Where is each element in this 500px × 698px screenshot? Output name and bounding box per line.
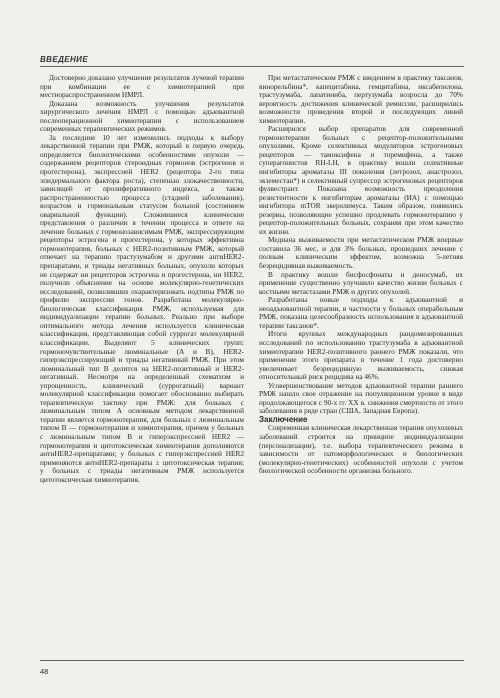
paragraph: При метастатическом РМЖ с введением в практику таксанов, винорельбина*, капецитабина, гемцитабина, иксабепилона, трастузумаба, лапатиниба, пертузумаба возросла до 70% вероятность достижения клинической ремиссии, расширились возможности проведения второй и последующих линий химиотерапии. <box>259 73 463 125</box>
paragraph: Медиана выживаемости при метастатическом РМЖ впервые составила 36 мес, и для 3% больных, прошедших лечение с полным клиническим эффектом, возможна 5-летняя безрецидивная выживаемость. <box>259 235 463 271</box>
paragraph: Достоверно доказано улучшение результатов лучевой терапии при комбинации ее с химиотерапией при местнораспространенном НМРЛ. <box>40 73 244 100</box>
page-number: 48 <box>40 667 49 676</box>
paragraph: Итоги крупных международных рандомизированных исследований по использованию трастузумаба в адъювантной химиотерапии HER2-позитивного раннего РМЖ показали, что применение этого препарата в течение 1 года достоверно увеличивает безрецидивную выживаемость, снижая относительный риск рецидива на 46%. <box>259 329 463 382</box>
paragraph: Расширился выбор препаратов для современной гормонотерапии больных с рецептор-положительными опухолями. Кроме селективных модуляторов эстрогеновых рецепторов — тамоксифена и торемифена, а также суперагонистов RH-LH, в практику вошли селективные ингибиторы ароматазы III поколения (летрозол, анастрозол, экземестан*) и селективный супрессор эстрогеновых рецепторов фулвестрант. Показана возможность преодоления резистентности к ингибиторам ароматазы (ИА) с помощью ингибитора mTOR эверолимуса. Таким образом, появились резервы, позволяющие успешно продлевать гормонотерапию у рецептор-положительных больных, сохраняя при этом качество их жизни. <box>259 124 463 236</box>
running-header: ВВЕДЕНИЕ <box>40 55 89 64</box>
paragraph: За последние 10 лет изменились подходы к выбору лекарственной терапии при РМЖ, который в первую очередь определяется биологическими особенностями опухоли — содержанием рецепторов стероидных гормонов (эстрогенов и прогестерона), экспрессией HER2 (рецептора 2-го типа эпидермального фактора роста), степенью злокачественности, зависящей от пролиферативного индекса, а также распространенностью процесса (стадией заболевания), возрастом и гормональным статусом больной (состоянием овариальной функции). Сложившиеся клинические представления о различии в течении процесса и ответе на лечение больных с гормонозависимым РМЖ, экспрессирующим рецепторы эстрогена и прогестерона, у которых эффективна гормонотерапия, больных с HER2-позитивным РМЖ, который отвечает на терапию трастузумабом и другими антиHER2-препаратами, и триады негативных больных, опухоли которых не содержат ни рецепторов эстрогена и прогестерона, ни HER2, получили объяснение на основе молекулярно-генетических исследований, позволивших охарактеризовать подтипы РМЖ по профилю экспрессии генов. Разработана молекулярно-биологическая классификация РМЖ, используемая для индивидуализации терапии больных. Реально при выборе оптимального метода лечения используется клиническая классификация, представляющая собой суррогат молекулярной классификации. Выделяют 5 клинических групп: гормоночувствительные люминальные (А и В), HER2-гиперэкспрессирующий и триады негативный РМЖ. При этом люминальный тип В делится на HER2-позитивный и HER2-негативный. Несмотря на определенный схематизм и упрощенность, клинический (суррогатный) вариант молекулярной классификации помогает обоснованно выбирать терапевтическую тактику при РМЖ: для больных с люминальным типом А основным методом лекарственной терапии является гормонотерапия, для больных с люминальным типом В — гормонотерапия и химиотерапия, причем у больных с люминальным типом В и гиперэкспрессией HER2 — гормонотерапия и цитотоксическая химиотерапия дополняются антиHER2-препаратами; у больных с гиперэкспрессией HER2 применяются антиHER2-препараты ± цитотоксическая терапия; у больных с триады негативным РМЖ используется цитотоксическая химиотерапия. <box>40 132 244 484</box>
paragraph: Доказана возможность улучшения результатов хирургического лечения НМРЛ с помощью адъювантной послеоперационной химиотерапии с использованием современных терапевтических режимов. <box>40 98 244 134</box>
paragraph: В практику вошли бисфосфонаты и деносумаб, их применение существенно улучшило качество жизни больных с костными метастазами РМЖ и других опухолей. <box>259 269 463 296</box>
left-column <box>40 74 244 484</box>
right-column <box>259 74 463 476</box>
header-rule <box>40 66 464 67</box>
paragraph: Современная клиническая лекарственная терапия опухолевых заболеваний строится на принципе индивидуализации (персонализации), т.е. выбора терапевтического режима в зависимости от патоморфологических и биологических (молекулярно-генетических) особенностей опухоли с учетом биологической особенности организма больного. <box>259 423 463 476</box>
section-heading: Заключение <box>259 414 308 424</box>
paragraph: Разработаны новые подходы к адъювантной и неоадъювантной терапии, в частности у больных операбельным РМЖ, показана целесообразность использования в адъювантной терапии таксанов*. <box>259 295 463 330</box>
paragraph: Усовершенствование методов адъювантной терапии раннего РМЖ нашло свое отражение на популяционном уровне в виде продолжающегося с 90-х гг. XX в. снижения смертности от этого заболевания в ряде стран (США, Западная Европа). <box>259 380 463 416</box>
footer-rule <box>40 660 464 661</box>
